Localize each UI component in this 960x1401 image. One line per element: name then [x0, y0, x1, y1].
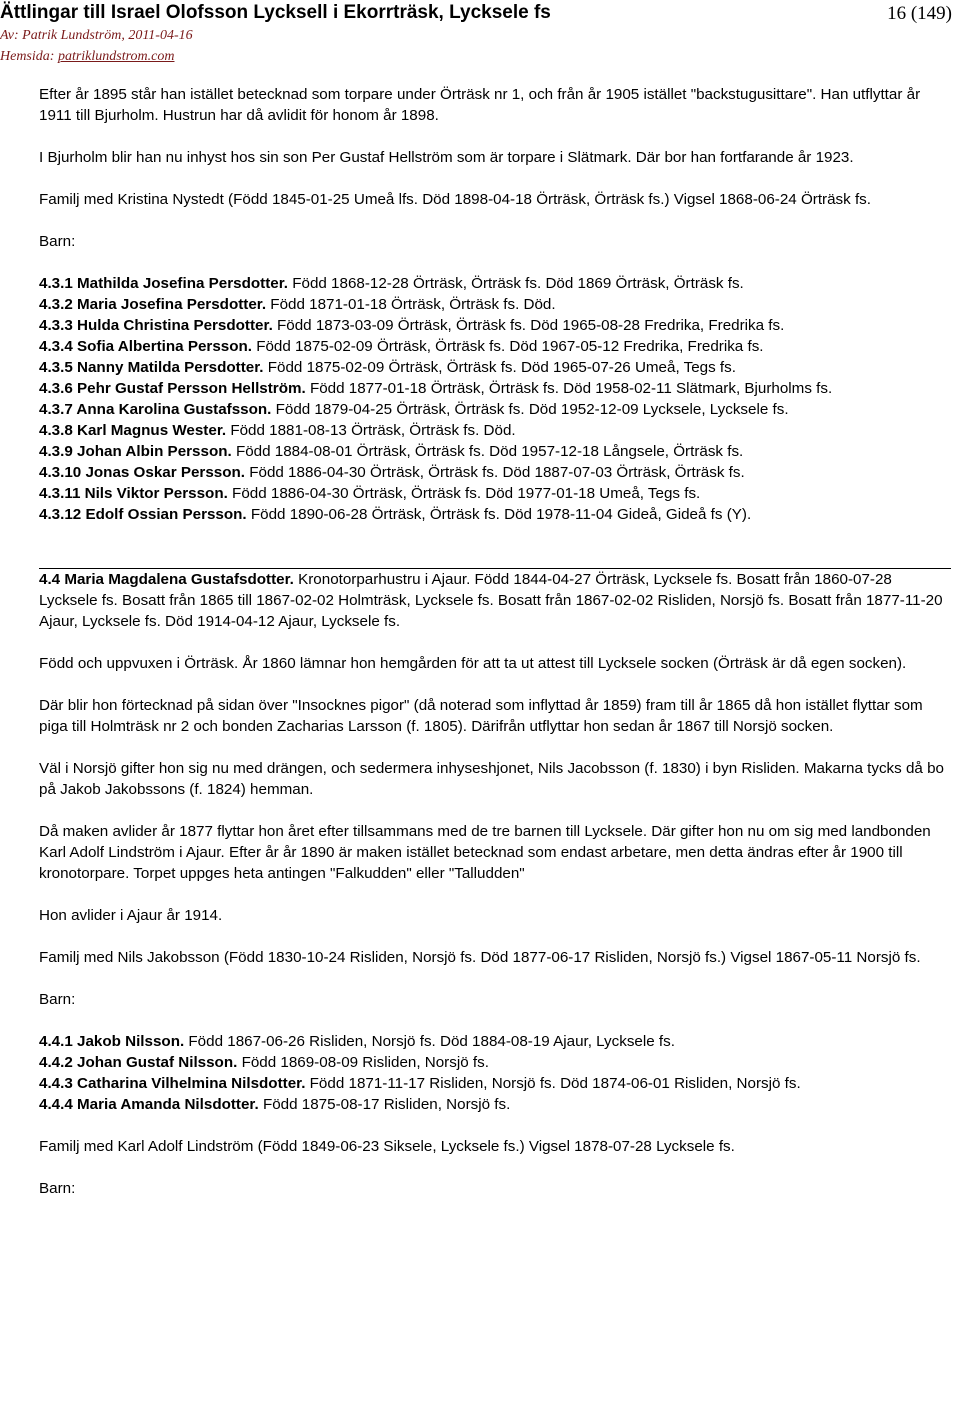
child-info: Född 1869-08-09 Risliden, Norsjö fs. [237, 1054, 489, 1071]
person-name: 4.4 Maria Magdalena Gustafsdotter. [39, 571, 294, 588]
paragraph: Där blir hon förtecknad på sidan över "Insocknes pigor" (då noterad som inflyttad år 1859) fram till år 1865 då hon istället flyttar som piga till Holmträsk nr 2 och bonden Zacharias Larsson (f. 1805). Därifrån utflyttar hon sedan år 1867 till Norsjö socken. [39, 697, 923, 735]
homepage-link[interactable]: patriklundstrom.com [57, 49, 175, 64]
child-info: Född 1871-01-18 Örträsk, Örträsk fs. Död. [266, 296, 556, 313]
child-info: Född 1871-11-17 Risliden, Norsjö fs. Död 1874-06-01 Risliden, Norsjö fs. [305, 1075, 801, 1092]
document-title: Ättlingar till Israel Olofsson Lycksell i Ekorrträsk, Lycksele fs [0, 2, 551, 23]
page-header [0, 0, 960, 70]
family-entry: Familj med Nils Jakobsson (Född 1830-10-24 Risliden, Norsjö fs. Död 1877-06-17 Risliden, Norsjö fs.) Vigsel 1867-05-11 Norsjö fs. [39, 949, 921, 966]
child-info: Född 1886-04-30 Örträsk, Örträsk fs. Död 1977-01-18 Umeå, Tegs fs. [227, 485, 701, 502]
paragraph: Väl i Norsjö gifter hon sig nu med drängen, och sedermera inhyseshjonet, Nils Jacobsson (f. 1830) i byn Risliden. Makarna tycks då bo på Jakob Jakobssons (f. 1824) hemman. [39, 760, 944, 798]
child-entry [39, 315, 951, 336]
child-entry [39, 294, 951, 315]
child-entry [39, 1094, 951, 1115]
child-name: 4.4.3 Catharina Vilhelmina Nilsdotter. [39, 1075, 306, 1092]
children-list [39, 1031, 951, 1115]
child-entry [39, 378, 951, 399]
child-entry [39, 441, 951, 462]
child-info: Född 1875-02-09 Örträsk, Örträsk fs. Död 1965-07-26 Umeå, Tegs fs. [263, 359, 736, 376]
child-entry [39, 273, 951, 294]
child-info: Född 1875-02-09 Örträsk, Örträsk fs. Död 1967-05-12 Fredrika, Fredrika fs. [251, 338, 764, 355]
homepage-label: Hemsida: [0, 49, 58, 64]
child-info: Född 1877-01-18 Örträsk, Örträsk fs. Död 1958-02-11 Slätmark, Bjurholms fs. [305, 380, 833, 397]
child-info: Född 1873-03-09 Örträsk, Örträsk fs. Död 1965-08-28 Fredrika, Fredrika fs. [272, 317, 785, 334]
child-name: 4.3.8 Karl Magnus Wester. [39, 422, 227, 439]
child-entry [39, 357, 951, 378]
child-name: 4.3.4 Sofia Albertina Persson. [39, 338, 252, 355]
paragraph: Efter år 1895 står han istället betecknad som torpare under Örträsk nr 1, och från år 1905 istället "backstugusittare". Han utflyttar år 1911 till Bjurholm. Hustrun har då avlidit för honom år 1898. [39, 86, 921, 124]
child-name: 4.3.5 Nanny Matilda Persdotter. [39, 359, 264, 376]
child-name: 4.4.4 Maria Amanda Nilsdotter. [39, 1096, 259, 1113]
child-info: Född 1890-06-28 Örträsk, Örträsk fs. Död 1978-11-04 Gideå, Gideå fs (Y). [246, 506, 752, 523]
document-body [39, 84, 951, 1220]
person-info: Kronotorparhustru i Ajaur. Född 1844-04-27 Örträsk, Lycksele fs. Bosatt från 1860-07-28 Lycksele fs. Bosatt från 1865 till 1867-02-02 Holmträsk, Lycksele fs. Bosatt från 1867-02-02 Risliden, Norsjö fs. Bosatt från 1877-11-20 Ajaur, Lycksele fs. Död 1914-04-12 Ajaur, Lycksele fs. [39, 571, 943, 630]
child-entry [39, 336, 951, 357]
child-name: 4.3.10 Jonas Oskar Persson. [39, 464, 245, 481]
child-info: Född 1868-12-28 Örträsk, Örträsk fs. Död 1869 Örträsk, Örträsk fs. [288, 275, 744, 292]
family-entry: Familj med Karl Adolf Lindström (Född 1849-06-23 Siksele, Lycksele fs.) Vigsel 1878-07-28 Lycksele fs. [39, 1138, 735, 1155]
child-name: 4.3.11 Nils Viktor Persson. [39, 485, 228, 502]
child-entry [39, 462, 951, 483]
child-info: Född 1879-04-25 Örträsk, Örträsk fs. Död 1952-12-09 Lycksele, Lycksele fs. [271, 401, 789, 418]
child-info: Född 1886-04-30 Örträsk, Örträsk fs. Död 1887-07-03 Örträsk, Örträsk fs. [245, 464, 745, 481]
child-name: 4.3.6 Pehr Gustaf Persson Hellström. [39, 380, 306, 397]
child-info: Född 1884-08-01 Örträsk, Örträsk fs. Död 1957-12-18 Långsele, Örträsk fs. [231, 443, 744, 460]
child-info: Född 1881-08-13 Örträsk, Örträsk fs. Död. [226, 422, 516, 439]
paragraph: Född och uppvuxen i Örträsk. År 1860 lämnar hon hemgården för att ta ut attest till Lycksele socken (Örträsk är då egen socken). [39, 655, 907, 672]
child-entry [39, 1052, 951, 1073]
family-entry: Familj med Kristina Nystedt (Född 1845-01-25 Umeå lfs. Död 1898-04-18 Örträsk, Örträsk fs.) Vigsel 1868-06-24 Örträsk fs. [39, 191, 871, 208]
children-label: Barn: [39, 1180, 76, 1197]
children-list [39, 273, 951, 525]
child-entry [39, 483, 951, 504]
children-label: Barn: [39, 991, 76, 1008]
homepage-line [0, 48, 174, 66]
child-name: 4.3.2 Maria Josefina Persdotter. [39, 296, 267, 313]
child-name: 4.3.9 Johan Albin Persson. [39, 443, 232, 460]
child-name: 4.3.12 Edolf Ossian Persson. [39, 506, 247, 523]
child-name: 4.4.1 Jakob Nilsson. [39, 1033, 185, 1050]
person-heading [39, 569, 951, 632]
author-line: Av: Patrik Lundström, 2011-04-16 [0, 28, 193, 43]
child-entry [39, 1031, 951, 1052]
child-name: 4.3.1 Mathilda Josefina Persdotter. [39, 275, 288, 292]
page-number: 16 (149) [887, 3, 952, 24]
children-label: Barn: [39, 233, 76, 250]
child-name: 4.3.3 Hulda Christina Persdotter. [39, 317, 273, 334]
child-entry [39, 504, 951, 525]
child-name: 4.3.7 Anna Karolina Gustafsson. [39, 401, 272, 418]
child-entry [39, 1073, 951, 1094]
child-name: 4.4.2 Johan Gustaf Nilsson. [39, 1054, 238, 1071]
child-info: Född 1875-08-17 Risliden, Norsjö fs. [258, 1096, 511, 1113]
paragraph: Hon avlider i Ajaur år 1914. [39, 907, 223, 924]
paragraph: Då maken avlider år 1877 flyttar hon året efter tillsammans med de tre barnen till Lycksele. Där gifter hon nu om sig med landbonden Karl Adolf Lindström i Ajaur. Efter år år 1890 är maken istället betecknad som endast arbetare, men detta ändras efter år 1900 till kronotorpare. Torpet uppges heta antingen "Falkudden" eller "Talludden" [39, 823, 931, 882]
section-divider [39, 568, 951, 632]
child-entry [39, 420, 951, 441]
paragraph: I Bjurholm blir han nu inhyst hos sin son Per Gustaf Hellström som är torpare i Slätmark. Där bor han fortfarande år 1923. [39, 149, 854, 166]
child-entry [39, 399, 951, 420]
child-info: Född 1867-06-26 Risliden, Norsjö fs. Död 1884-08-19 Ajaur, Lycksele fs. [184, 1033, 675, 1050]
